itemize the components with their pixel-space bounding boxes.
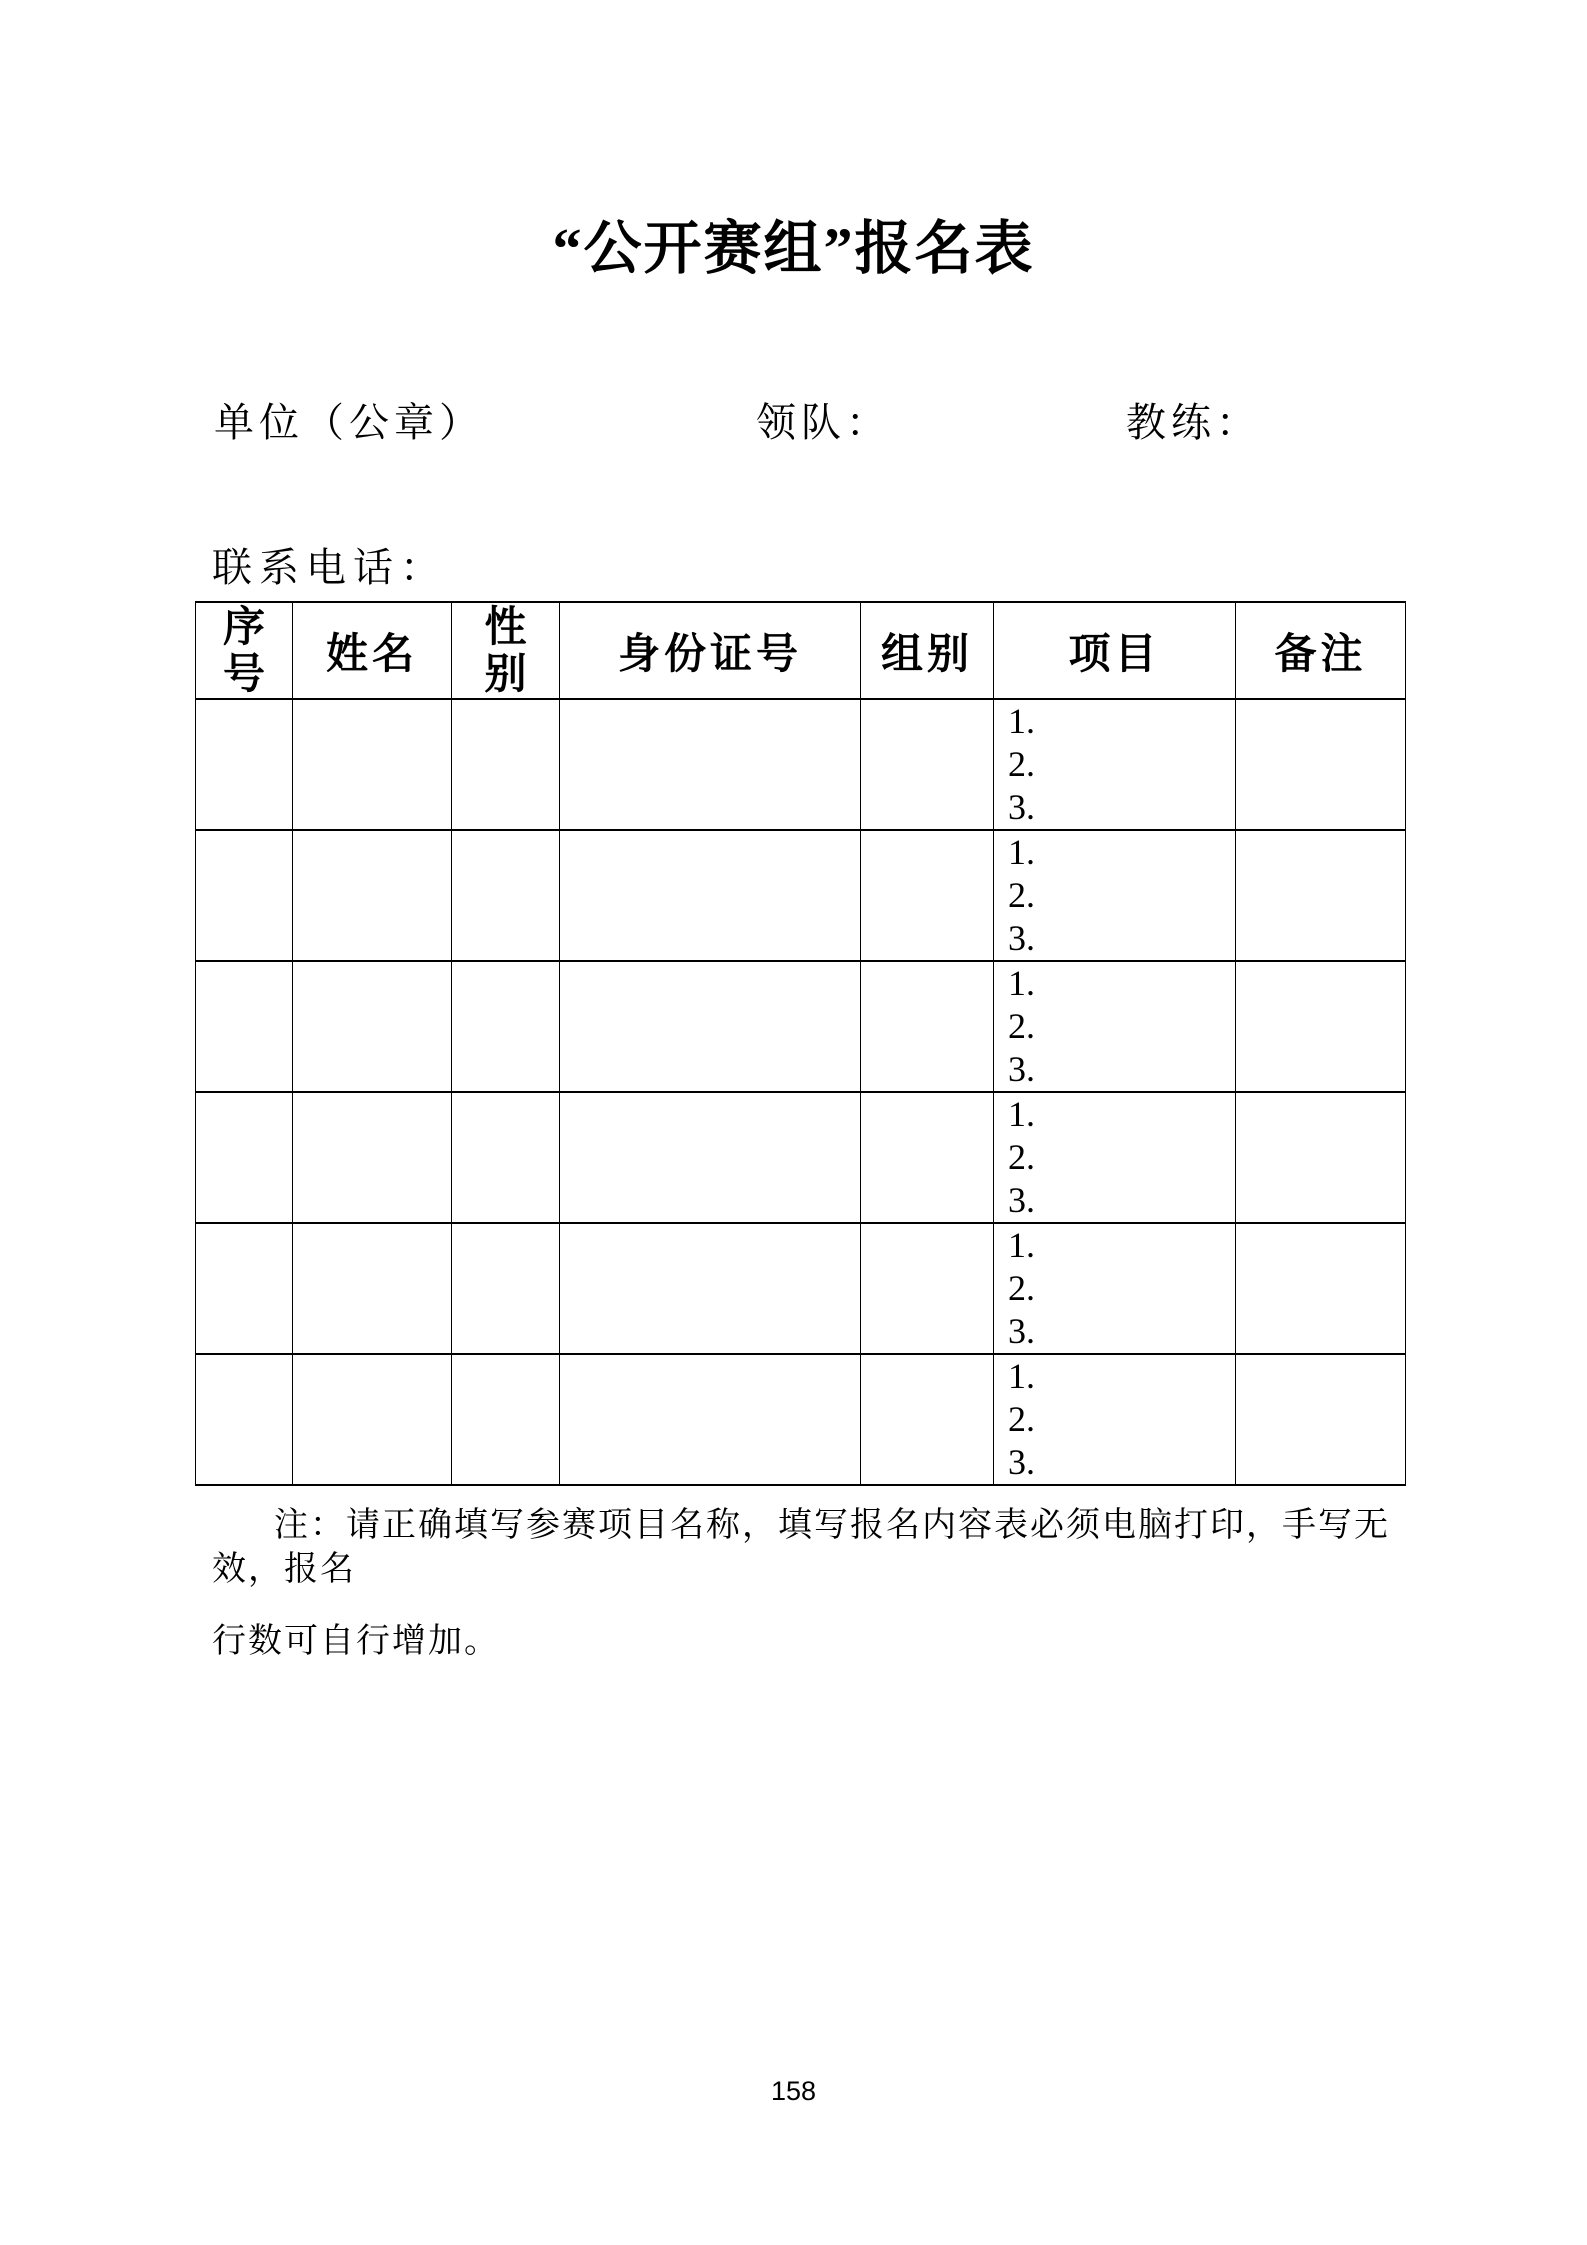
project-item: 3. (1008, 1442, 1035, 1482)
cell-gender (452, 699, 560, 830)
registration-table (195, 601, 1406, 1486)
cell-seq (196, 1092, 293, 1223)
header-name-label: 姓名 (325, 629, 418, 677)
project-item: 1. (1008, 963, 1035, 1003)
contact-phone-label: 联系电话： (212, 545, 447, 590)
project-item: 3. (1008, 918, 1035, 958)
cell-project (994, 961, 1236, 1092)
project-item: 1. (1008, 1225, 1035, 1265)
cell-seq (196, 961, 293, 1092)
cell-remark (1236, 830, 1406, 961)
cell-gender (452, 1092, 560, 1223)
unit-seal-label: 单位（公章） (214, 400, 484, 445)
header-project (994, 602, 1236, 699)
project-item: 2. (1008, 1137, 1035, 1177)
cell-id-number (560, 699, 861, 830)
cell-remark (1236, 1092, 1406, 1223)
header-project-label: 项目 (1068, 629, 1161, 677)
cell-project (994, 830, 1236, 961)
header-remark (1236, 602, 1406, 699)
cell-gender (452, 830, 560, 961)
project-item: 1. (1008, 1356, 1035, 1396)
cell-remark (1236, 699, 1406, 830)
cell-name (293, 830, 452, 961)
cell-group (861, 1354, 994, 1485)
header-gender (452, 602, 560, 699)
header-remark-label: 备注 (1274, 629, 1367, 677)
cell-seq (196, 1354, 293, 1485)
cell-id-number (560, 1354, 861, 1485)
table-row (196, 1354, 1406, 1485)
footnote (212, 1504, 1390, 1664)
header-id-number (560, 602, 861, 699)
header-id-number-label: 身份证号 (617, 629, 802, 677)
cell-group (861, 1223, 994, 1354)
footnote-line-2: 行数可自行增加。 (212, 1623, 500, 1660)
page-title: “公开赛组”报名表 (552, 216, 1035, 281)
cell-gender (452, 1223, 560, 1354)
cell-remark (1236, 1223, 1406, 1354)
team-leader-label: 领队： (756, 400, 891, 445)
project-item: 1. (1008, 1094, 1035, 1134)
project-item: 2. (1008, 875, 1035, 915)
project-item: 3. (1008, 1180, 1035, 1220)
cell-name (293, 961, 452, 1092)
project-item: 3. (1008, 787, 1035, 827)
cell-id-number (560, 1223, 861, 1354)
cell-id-number (560, 961, 861, 1092)
cell-project (994, 1223, 1236, 1354)
cell-id-number (560, 1092, 861, 1223)
coach-label: 教练： (1126, 400, 1261, 445)
cell-id-number (560, 830, 861, 961)
cell-group (861, 699, 994, 830)
cell-name (293, 1223, 452, 1354)
table-body (196, 699, 1406, 1485)
cell-group (861, 961, 994, 1092)
header-name (293, 602, 452, 699)
cell-seq (196, 1223, 293, 1354)
cell-project (994, 699, 1236, 830)
project-item: 1. (1008, 701, 1035, 741)
cell-gender (452, 1354, 560, 1485)
cell-remark (1236, 1354, 1406, 1485)
cell-gender (452, 961, 560, 1092)
table-row (196, 830, 1406, 961)
header-seq-label: 序号 (222, 603, 265, 697)
table-row (196, 1223, 1406, 1354)
cell-group (861, 1092, 994, 1223)
cell-name (293, 1092, 452, 1223)
project-item: 2. (1008, 1006, 1035, 1046)
cell-project (994, 1092, 1236, 1223)
header-seq (196, 602, 293, 699)
project-item: 2. (1008, 1399, 1035, 1439)
cell-name (293, 699, 452, 830)
header-group-label: 组别 (880, 629, 973, 677)
header-group (861, 602, 994, 699)
project-item: 3. (1008, 1311, 1035, 1351)
project-item: 3. (1008, 1049, 1035, 1089)
project-item: 2. (1008, 744, 1035, 784)
project-item: 2. (1008, 1268, 1035, 1308)
cell-seq (196, 830, 293, 961)
table-row (196, 961, 1406, 1092)
footnote-line-1: 注：请正确填写参赛项目名称，填写报名内容表必须电脑打印，手写无效，报名 (212, 1507, 1390, 1588)
cell-project (994, 1354, 1236, 1485)
header-gender-label: 性别 (484, 603, 527, 697)
project-item: 1. (1008, 832, 1035, 872)
cell-name (293, 1354, 452, 1485)
cell-group (861, 830, 994, 961)
table-header-row (196, 602, 1406, 699)
cell-seq (196, 699, 293, 830)
cell-remark (1236, 961, 1406, 1092)
table-row (196, 1092, 1406, 1223)
table-row (196, 699, 1406, 830)
page-number: 158 (770, 2076, 817, 2106)
